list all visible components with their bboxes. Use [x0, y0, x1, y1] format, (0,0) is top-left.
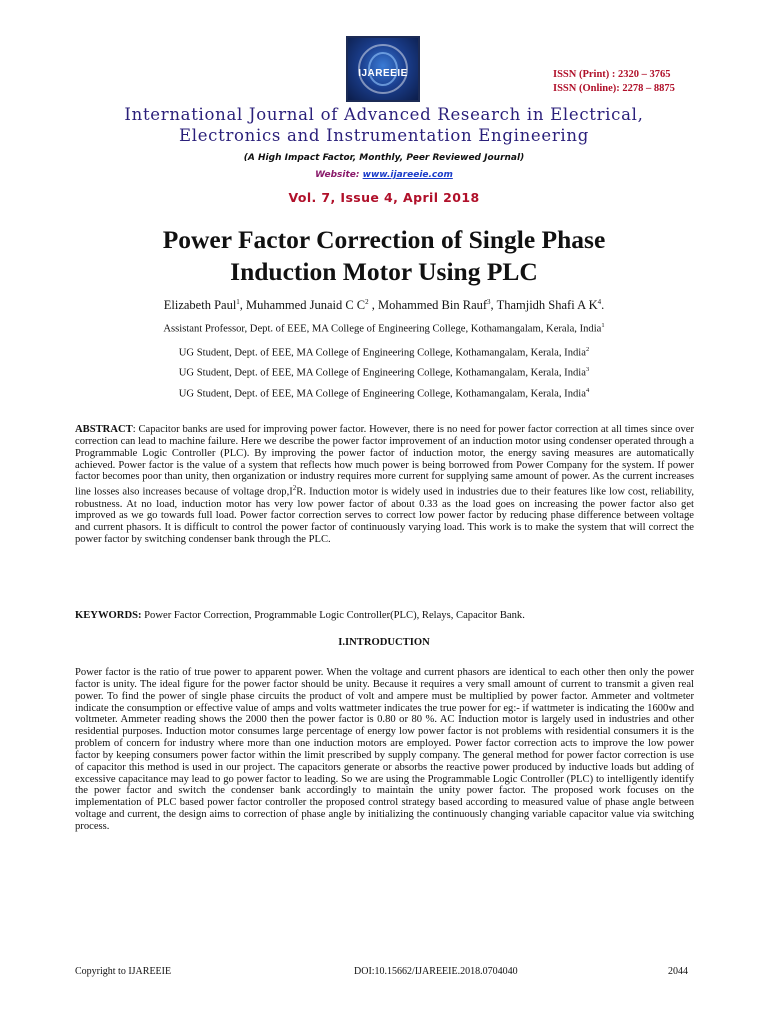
- paper-title: [60, 224, 708, 288]
- abstract-text: : Capacitor banks are used for improving power factor. However, there is no need for power factor correction at all times since over correction can lead to machine failure. Here we describe the power factor improvement of an induction motor using condenser operated through a Programmable Logic Controller (PLC). By improving the power factor of induction motor, the energy saving measures are automatically achieved. Power factor is the value of a system that reflects how much power is being borrowed from Power Company for the system. If power factor becomes poor than unity, then organization or industry requires more current for supplying same amount of power. As the current increases line losses also increases because of voltage drop,I: [75, 424, 694, 498]
- author-sep: ,: [490, 298, 497, 313]
- affiliation-text: UG Student, Dept. of EEE, MA College of Engineering College, Kothamangalam, Kerala, India: [178, 388, 586, 400]
- affiliation: [0, 346, 768, 359]
- author-list: [0, 298, 768, 313]
- journal-title-line1: International Journal of Advanced Research in Electrical,: [124, 105, 644, 124]
- volume-issue: Vol. 7, Issue 4, April 2018: [288, 190, 480, 205]
- abstract-text-cont: R. Induction motor is widely used in industries due to their features like low cost, reliability, robustness. At no load, induction motor has very low power factor of about 0.33 as the load goes on increasing the power factor also get improved as we go towards full load. Power factor correction serves to correct low power factor by reducing phase difference between voltage and current phasors. It is difficult to control the power factor of continuously varying load. This work is to make the system that will correct the power factor by switching condenser bank through the PLC.: [75, 486, 694, 546]
- affiliation: [0, 322, 768, 335]
- website-link[interactable]: www.ijareeie.com: [362, 170, 453, 180]
- introduction-paragraph: Power factor is the ratio of true power to apparent power. When the voltage and current phasors are identical to each other then only the power factor is unity. The ideal figure for the power factor should be unity. Because it requires a very small amount of current to transmit a given real power. To find the power of single phase circuits the product of volt and ampere must be multiplied by power factor. Ammeter and voltmeter indicate the consumption or effective value of amps and volts wattmeter indicates the true power for eg:- if wattmeter is indicating the 1600w and voltmeter. Ammeter reading shows the 2000 then the power factor is 0.80 or 80 %. AC Induction motor is largely used in industries and other residential purposes. Induction motor consumes large percentage of energy low power factor is not problems with residential consumers it is the problem of concern for industry where more than one induction motors are employed. Power factor correction acts to improve the low power factor by keeping consumers power factor within the limit prescribed by supply company. The general method for power factor correction is use of capacitor this method is used in our project. The capacitors generate or absorbs the reactive power produced by inductive loads but adding of excessive capacitance may lead to go power factor to leading. So we are using the Programmable Logic Controller (PLC) to intelligently identify the power factor and switch the condenser bank accordingly to maintain the unity power factor. The proposed work focuses on the implementation of PLC based power factor controller the proposed control strategy based according to measured value of phase angle between voltage and current, the design aims to correction of phase angle by initializing the continuously changing variable capacitor value via switching process.: [75, 667, 694, 832]
- journal-website: [0, 170, 768, 180]
- keywords-text: Power Factor Correction, Programmable Logic Controller(PLC), Relays, Capacitor Bank.: [141, 610, 525, 621]
- abstract-superscript: 2: [292, 484, 297, 493]
- author-sup: 2: [365, 298, 369, 306]
- author-name: Thamjidh Shafi A K: [496, 298, 598, 313]
- journal-title: [0, 104, 768, 146]
- keywords-label: KEYWORDS:: [75, 610, 142, 621]
- issn-online: ISSN (Online): 2278 – 8875: [553, 83, 675, 94]
- footer-page-number: 2044: [668, 966, 688, 977]
- abstract-paragraph: [75, 424, 694, 546]
- author-sep: ,: [239, 298, 247, 313]
- author-name: Muhammed Junaid C C: [246, 298, 366, 313]
- author-sup: 1: [236, 298, 240, 306]
- affiliation: [0, 366, 768, 379]
- journal-subtitle: (A High Impact Factor, Monthly, Peer Reviewed Journal): [243, 153, 525, 163]
- author-name: Elizabeth Paul: [163, 298, 237, 313]
- author-sep: ,: [368, 298, 379, 313]
- paper-title-line2: Induction Motor Using PLC: [230, 257, 538, 286]
- footer-copyright: Copyright to IJAREEIE: [75, 966, 172, 977]
- author-sup: 4: [597, 298, 602, 306]
- issn-block: [553, 68, 675, 96]
- journal-logo: [346, 36, 420, 102]
- issn-print: ISSN (Print) : 2320 – 3765: [553, 69, 671, 80]
- affiliation-text: UG Student, Dept. of EEE, MA College of Engineering College, Kothamangalam, Kerala, India: [178, 347, 586, 359]
- affiliation-text: Assistant Professor, Dept. of EEE, MA College of Engineering College, Kothamangalam, Kerala, India: [163, 323, 602, 335]
- section-heading-introduction: I.INTRODUCTION: [338, 637, 430, 648]
- affiliation: [0, 387, 768, 400]
- logo-text: IJAREEIE: [358, 68, 408, 79]
- journal-title-line2: Electronics and Instrumentation Engineering: [178, 126, 589, 145]
- affiliation-sup: 1: [601, 322, 605, 329]
- author-name: Mohammed Bin Rauf: [378, 298, 488, 313]
- author-sup: 3: [487, 298, 491, 306]
- footer-doi: DOI:10.15662/IJAREEIE.2018.0704040: [354, 966, 518, 977]
- author-sep: .: [601, 298, 605, 313]
- affiliation-sup: 3: [585, 366, 590, 373]
- abstract-label: ABSTRACT: [75, 424, 133, 435]
- keywords-paragraph: [75, 610, 694, 622]
- paper-title-line1: Power Factor Correction of Single Phase: [162, 225, 606, 254]
- affiliation-text: UG Student, Dept. of EEE, MA College of Engineering College, Kothamangalam, Kerala, India: [178, 367, 586, 379]
- website-label: Website:: [315, 170, 363, 180]
- affiliation-sup: 2: [585, 346, 590, 353]
- affiliation-sup: 4: [585, 387, 590, 394]
